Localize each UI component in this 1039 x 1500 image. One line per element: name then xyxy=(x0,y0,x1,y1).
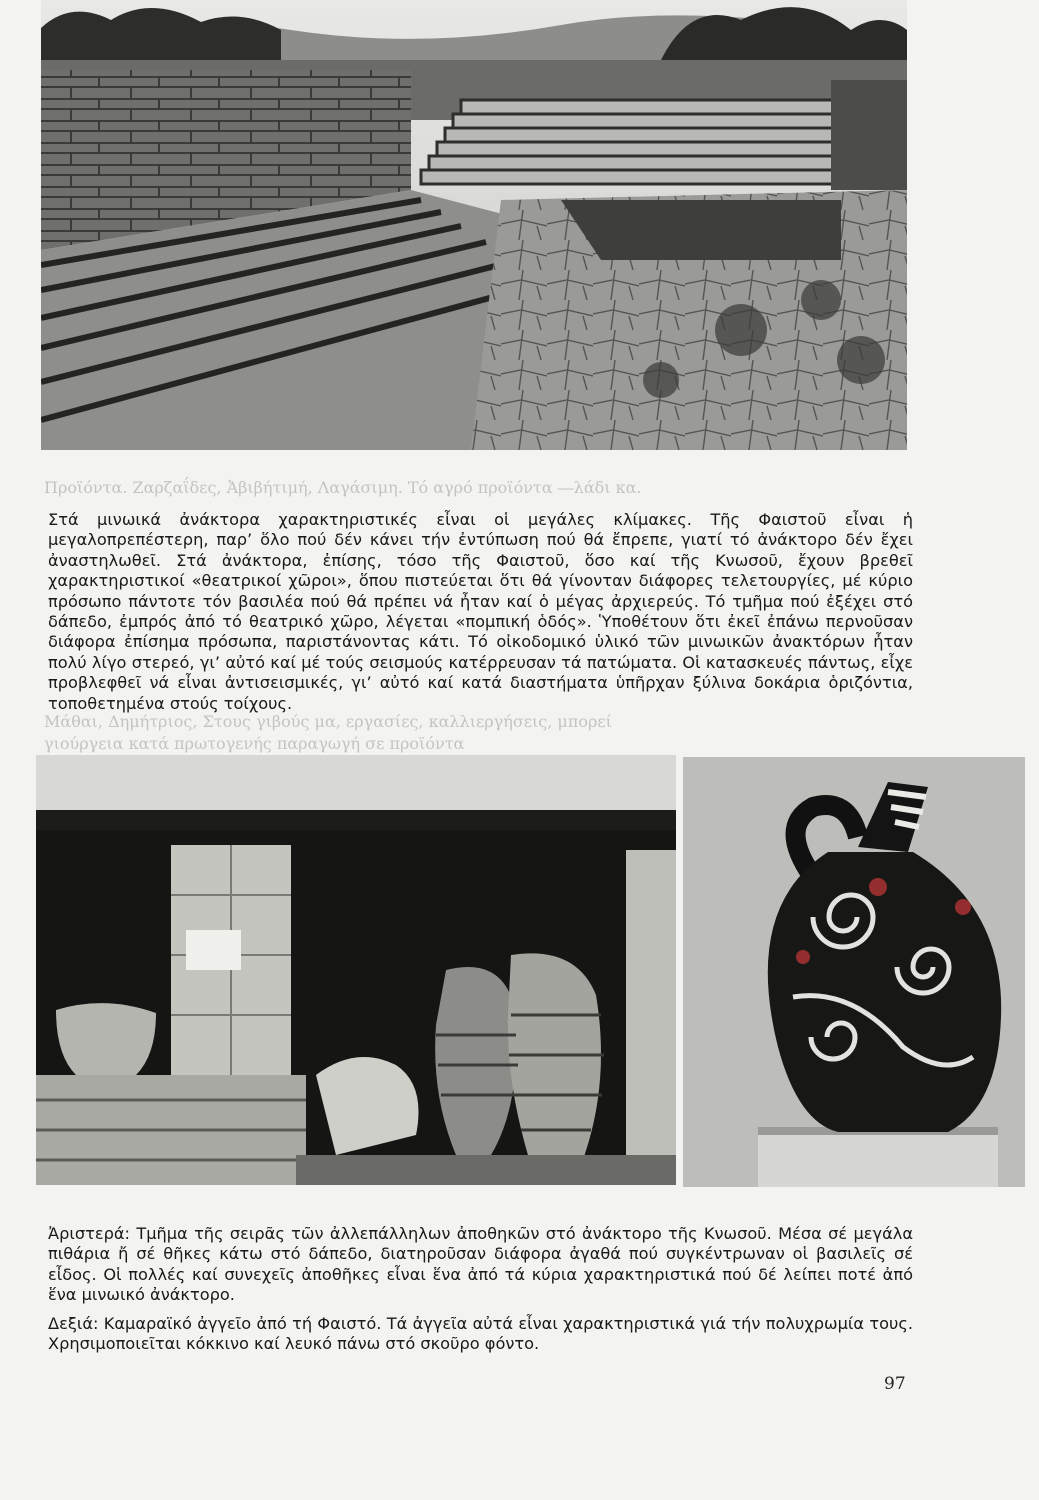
bleed-through-text: γιούργεια κατά πρωτογενής παραγωγή σε προϊόντα xyxy=(44,734,465,753)
photo-knossos-storerooms xyxy=(36,755,676,1185)
page-number: 97 xyxy=(884,1374,906,1394)
bleed-through-text: Προϊόντα. Ζαρζαΐδες, Ἀβιβήτιμή, Λαγάσιμη. Τό αγρό προϊόντα ―λάδι κα. xyxy=(44,478,642,497)
photo-kamares-jug xyxy=(683,757,1025,1187)
photo-phaistos-staircase xyxy=(41,0,907,450)
caption-storerooms: Ἀριστερά: Τμῆμα τῆς σειρᾶς τῶν ἀλλεπάλληλων ἀποθηκῶν στό ἀνάκτορο τῆς Κνωσοῦ. Μέσα σέ μεγάλα πιθάρια ἤ σέ θῆκες κάτω στό δάπεδο, διατηροῦσαν διάφορα ἀγαθά πού συγκέντρωναν οἱ βασιλεῖς σέ εἶδος. Οἱ πολλές καί συνεχεῖς ἀποθῆκες εἶναι ἕνα ἀπό τά κύρια χαρακτηριστικά πού δέ λείπει ποτέ ἀπό ἕνα μινωικό ἀνάκτορο. xyxy=(48,1224,913,1305)
caption-staircase: Στά μινωικά ἀνάκτορα χαρακτηριστικές εἶναι οἱ μεγάλες κλίμακες. Τῆς Φαιστοῦ εἶναι ἡ μεγαλοπρεπέστερη, παρ’ ὅλο πού δέν κάνει τήν ἐντύπωση πού θά ἔπρεπε, γιατί τό ἀνάκτορο δέν ἔχει ἀναστηλωθεῖ. Στά ἀνάκτορα, ἐπίσης, τόσο τῆς Φαιστοῦ, ὅσο καί τῆς Κνωσοῦ, ἔχουν βρεθεῖ χαρακτηριστικοί «θεατρικοί χῶροι», ὅπου πιστεύεται ὅτι θά γίνονταν διάφορες τελετουργίες, μέ κύριο πρόσωπο πάντοτε τόν βασιλέα πού θά πρέπει νά ἦταν καί ὁ μέγας ἀρχιερεύς. Τό τμῆμα πού ἐξέχει στό δάπεδο, ἐμπρός ἀπό τό θεατρικό χῶρο, λέγεται «πομπική ὁδός». Ὑποθέτουν ὅτι ἐκεῖ ἐπάνω περνοῦσαν διάφορα ἐπίσημα πρόσωπα, παριστάνοντας κάτι. Τό οἰκοδομικό ὑλικό τῶν μινωικῶν ἀνακτόρων ἦταν πολύ λίγο στερεό, γι’ αὐτό καί μέ τούς σεισμούς κατέρρευσαν τά πατώματα. Οἱ κατασκευές πάντως, εἶχε προβλεφθεῖ νά εἶναι ἀντισεισμικές, γι’ αὐτό καί κατά διαστήματα ὑπῆρχαν ξύλινα δοκάρια ὁριζόντια, τοποθετημένα στούς τοίχους. xyxy=(48,510,913,713)
bleed-through-text: Μάθαι, Δημήτριος, Στους γιβούς μα, εργασίες, καλλιεργήσεις, μπορεί xyxy=(44,712,612,731)
caption-kamares-jug: Δεξιά: Καμαραϊκό ἀγγεῖο ἀπό τή Φαιστό. Τά ἀγγεῖα αὐτά εἶναι χαρακτηριστικά γιά τήν πολυχρωμία τους. Χρησιμοποιεῖται κόκκινο καί λευκό πάνω στό σκοῦρο φόντο. xyxy=(48,1314,913,1354)
